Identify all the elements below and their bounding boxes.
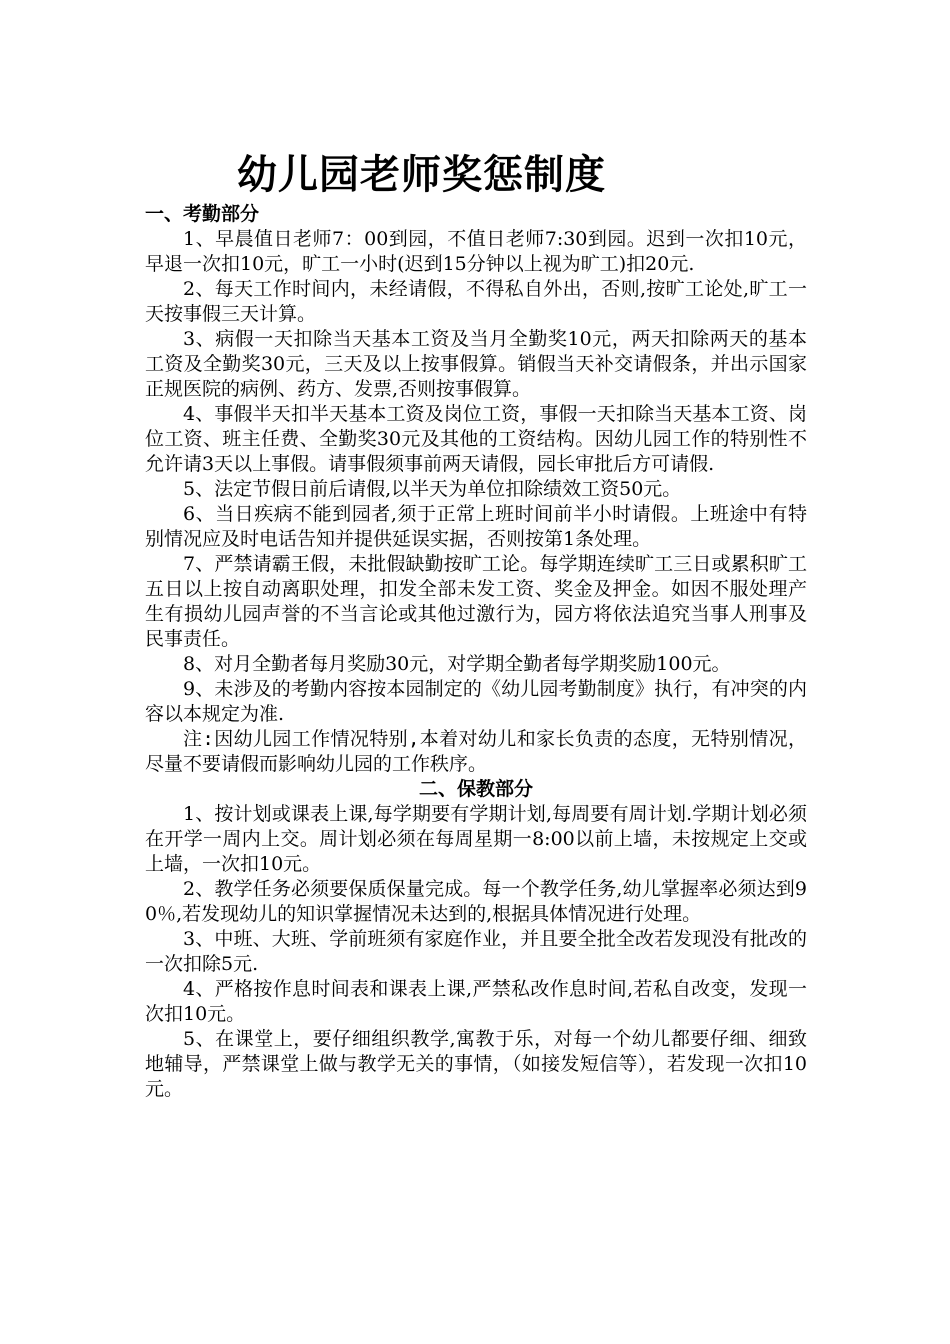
paragraph: 4、严格按作息时间表和课表上课,严禁私改作息时间,若私自改变，发现一次扣10元。	[145, 978, 807, 1025]
paragraph: 3、病假一天扣除当天基本工资及当月全勤奖10元，两天扣除两天的基本工资及全勤奖30元，三天及以上按事假算。销假当天补交请假条，并出示国家正规医院的病例、药方、发票,否则按事假算。	[145, 328, 807, 400]
paragraph: 8、对月全勤者每月奖励30元，对学期全勤者每学期奖励100元。	[183, 653, 731, 675]
document-page	[145, 148, 807, 1102]
paragraph: 5、在课堂上，要仔细组织教学,寓教于乐，对每一个幼儿都要仔细、细致地辅导，严禁课堂上做与教学无关的事情，（如接发短信等），若发现一次扣10元。	[145, 1028, 807, 1100]
paragraph: 2、每天工作时间内，未经请假，不得私自外出，否则,按旷工论处,旷工一天按事假三天计算。	[145, 278, 807, 325]
paragraph: 7、严禁请霸王假，未批假缺勤按旷工论。每学期连续旷工三日或累积旷工五日以上按自动离职处理，扣发全部未发工资、奖金及押金。如因不服处理产生有损幼儿园声誉的不当言论或其他过激行为，园方将依法追究当事人刑事及民事责任。	[145, 553, 807, 650]
paragraph: 1、早晨值日老师7：00到园，不值日老师7:30到园。迟到一次扣10元，早退一次扣10元，旷工一小时(迟到15分钟以上视为旷工)扣20元.	[145, 228, 807, 275]
document-title: 幼儿园老师奖惩制度	[237, 152, 606, 198]
paragraph: 2、教学任务必须要保质保量完成。每一个教学任务,幼儿掌握率必须达到90％,若发现幼儿的知识掌握情况未达到的,根据具体情况进行处理。	[145, 878, 807, 925]
paragraph: 9、未涉及的考勤内容按本园制定的《幼儿园考勤制度》执行，有冲突的内容以本规定为准.	[145, 678, 807, 725]
section-heading: 一、考勤部分	[145, 203, 260, 225]
section-heading: 二、保教部分	[418, 778, 533, 800]
note-paragraph: 注:因幼儿园工作情况特别,本着对幼儿和家长负责的态度，无特别情况，尽量不要请假而影响幼儿园的工作秩序。	[145, 728, 807, 775]
section-teaching	[145, 777, 807, 1102]
section-attendance	[145, 202, 807, 777]
paragraph: 1、按计划或课表上课,每学期要有学期计划,每周要有周计划.学期计划必须在开学一周内上交。周计划必须在每周星期一8:00以前上墙，未按规定上交或上墙，一次扣10元。	[145, 803, 807, 875]
paragraph: 5、法定节假日前后请假,以半天为单位扣除绩效工资50元。	[183, 478, 682, 500]
paragraph: 4、事假半天扣半天基本工资及岗位工资，事假一天扣除当天基本工资、岗位工资、班主任费、全勤奖30元及其他的工资结构。因幼儿园工作的特别性不允许请3天以上事假。请事假须事前两天请假，园长审批后方可请假.	[145, 403, 807, 475]
paragraph: 6、当日疾病不能到园者,须于正常上班时间前半小时请假。上班途中有特别情况应及时电话告知并提供延误实据，否则按第1条处理。	[145, 503, 807, 550]
paragraph: 3、中班、大班、学前班须有家庭作业，并且要全批全改若发现没有批改的一次扣除5元.	[145, 928, 807, 975]
